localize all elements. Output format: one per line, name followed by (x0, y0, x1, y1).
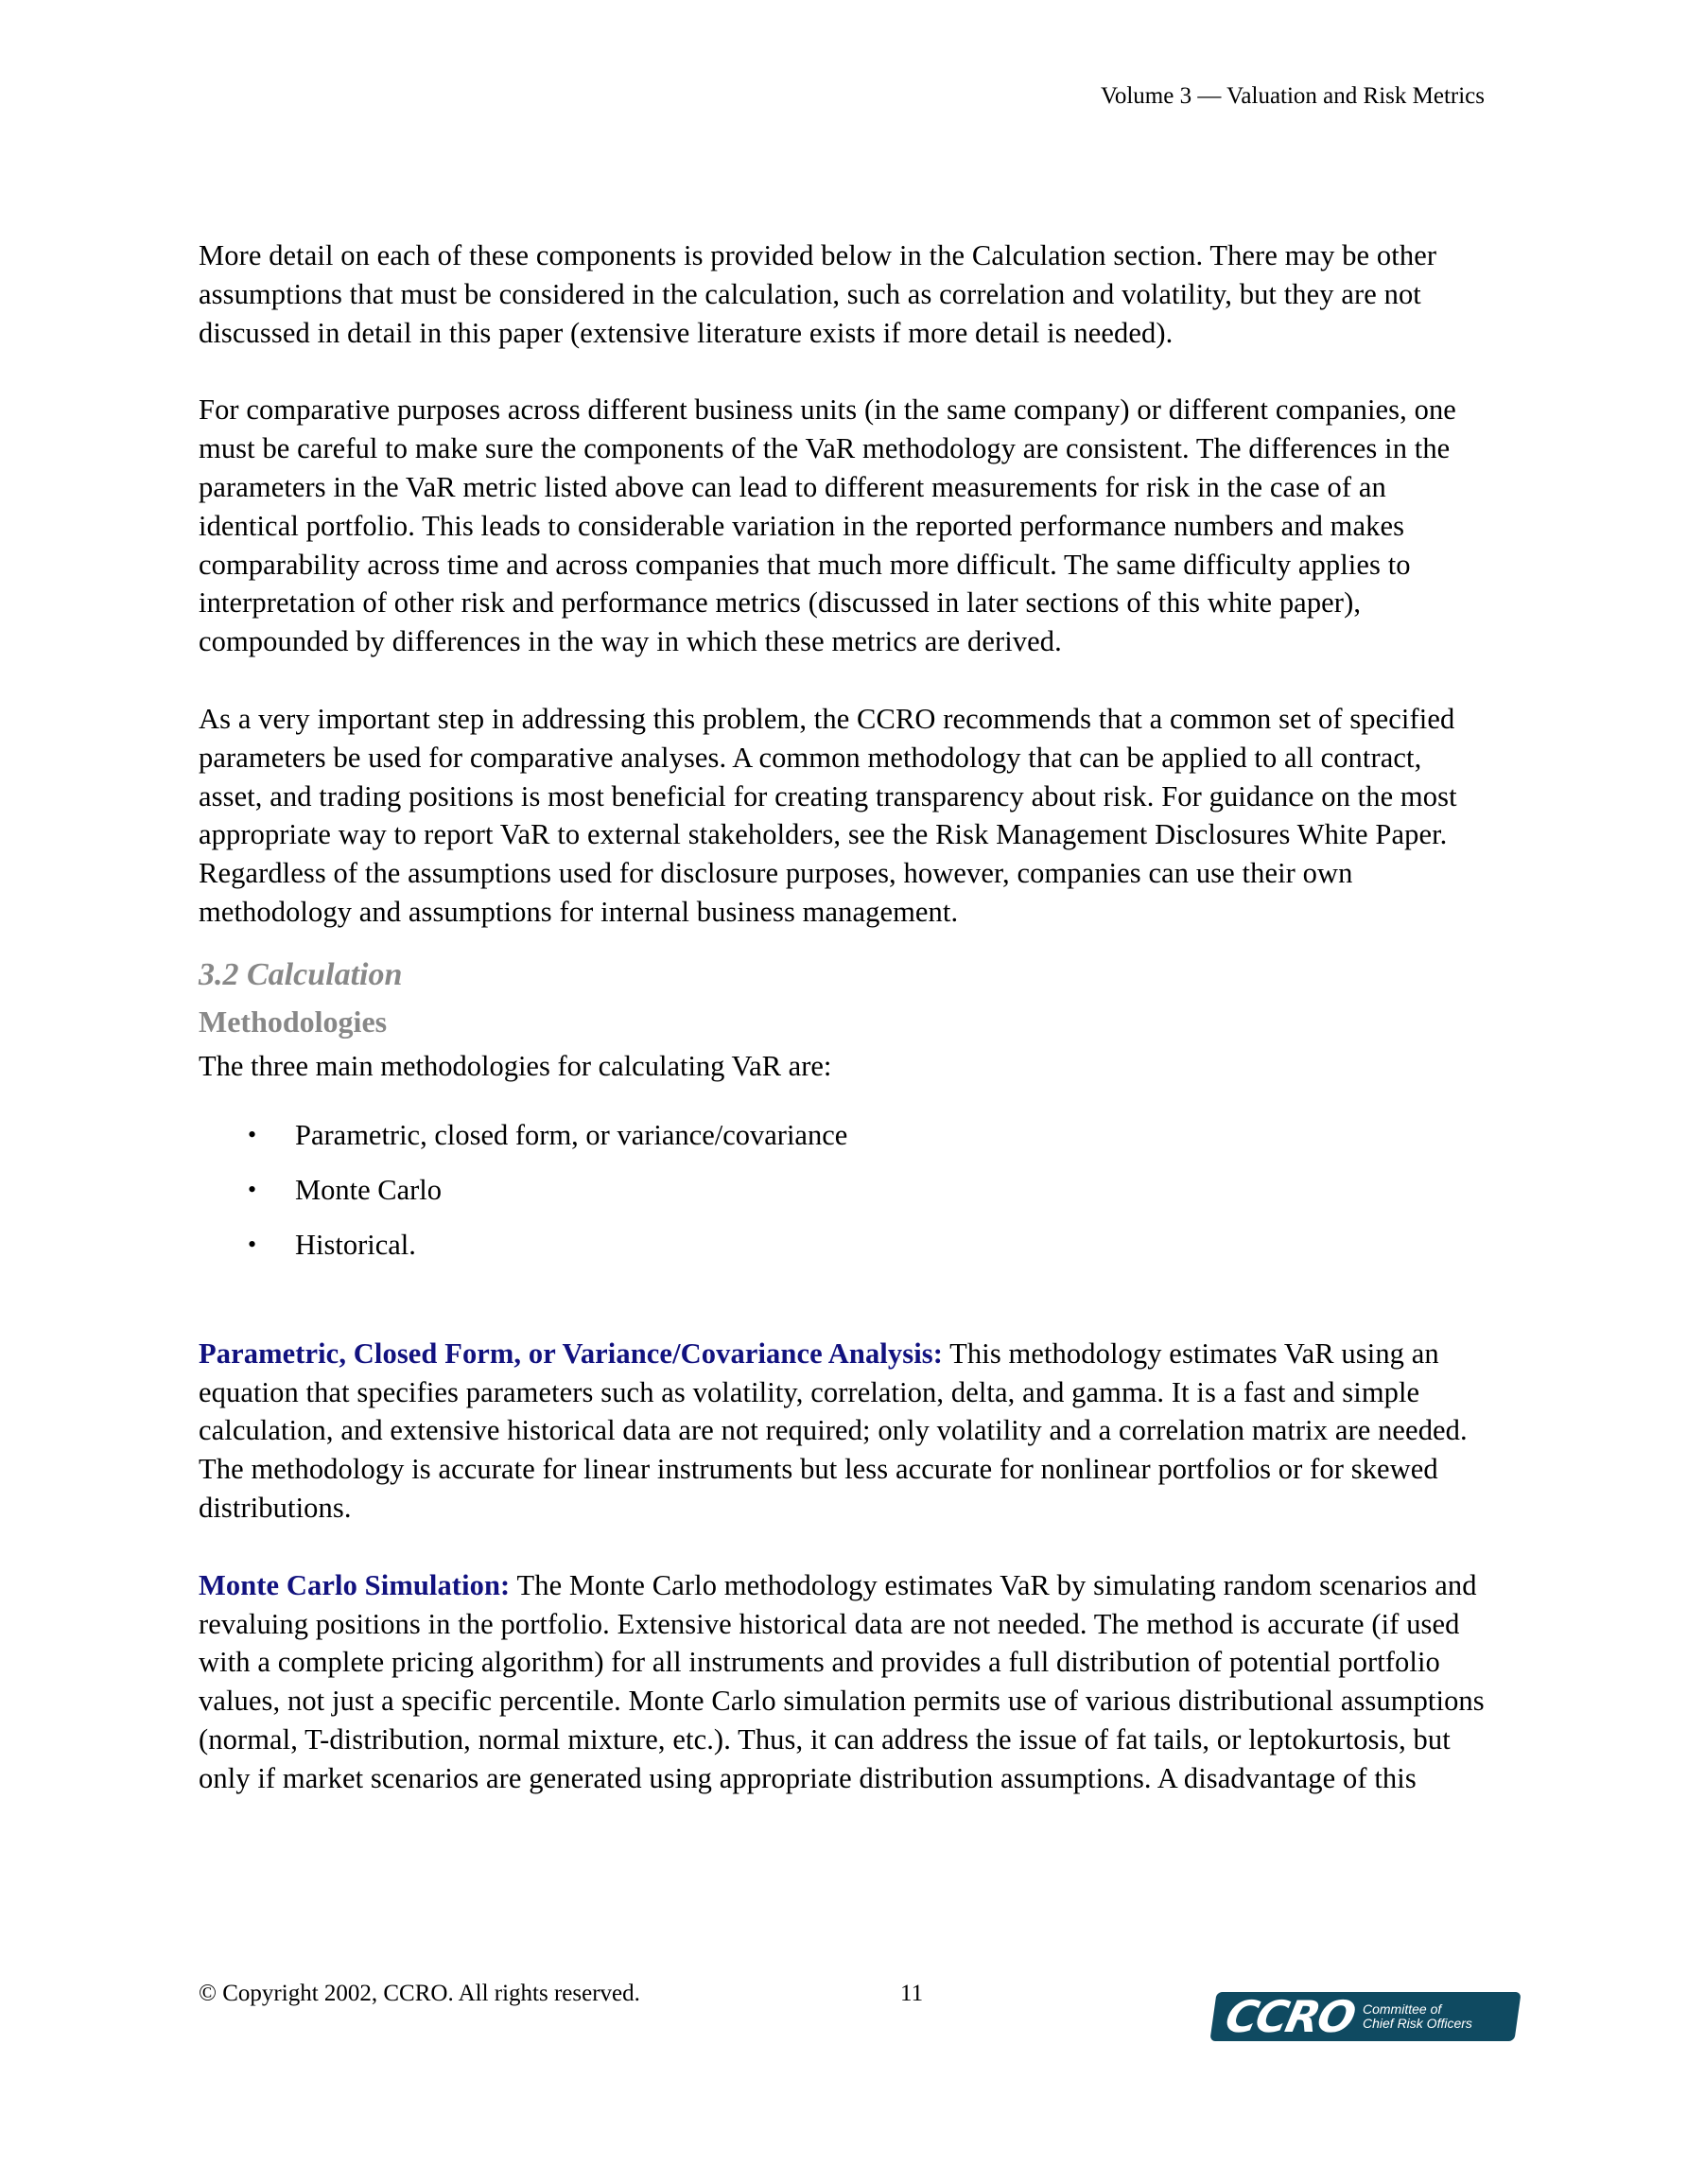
methods-intro: The three main methodologies for calculating VaR are: (199, 1049, 832, 1082)
page-body (199, 236, 1485, 1837)
copyright-notice: © Copyright 2002, CCRO. All rights reserved. (199, 1981, 640, 2006)
logo-tagline (1363, 2002, 1472, 2031)
list-item-label: Monte Carlo (295, 1173, 443, 1206)
list-item (199, 1217, 1485, 1272)
list-item (199, 1108, 1485, 1162)
page-number: 11 (900, 1981, 924, 2006)
list-item-label: Historical. (295, 1228, 416, 1261)
logo-mark: CCRO (1221, 1991, 1359, 2042)
paragraph-comparability: For comparative purposes across different business units (in the same company) or different companies, one must be careful to make sure the components of the VaR methodology are consistent. The differences in the parameters in the VaR metric listed above can lead to different measurements for risk in the case of an identical portfolio. This leads to considerable variation in the reported performance numbers and makes comparability across time and across companies that much more difficult. The same difficulty applies to interpretation of other risk and performance metrics (discussed in later sections of this white paper), compounded by differences in the way in which these metrics are derived. (199, 393, 1456, 658)
bullet-icon: • (248, 1230, 257, 1258)
ccro-logo (1209, 1992, 1521, 2041)
section-heading: 3.2 Calculation (199, 956, 403, 992)
definition-text: The Monte Carlo methodology estimates VaR by simulating random scenarios and revaluing positions in the portfolio. Extensive historical data are not needed. The method is accurate (if used with a complete pricing algorithm) for all instruments and provides a full distribution of potential portfolio values, not just a specific percentile. Monte Carlo simulation permits use of various distributional assumptions (normal, T-distribution, normal mixture, etc.). Thus, it can address the issue of fat tails, or leptokurtosis, but only if market scenarios are generated using appropriate distribution assumptions. A disadvantage of this (199, 1568, 1485, 1794)
bullet-icon: • (248, 1120, 257, 1148)
definition-parametric (199, 1335, 1485, 1528)
list-item-label: Parametric, closed form, or variance/covariance (295, 1118, 848, 1151)
running-header: Volume 3 — Valuation and Risk Metrics (1101, 83, 1485, 109)
list-item (199, 1162, 1485, 1217)
paragraph-components: More detail on each of these components is provided below in the Calculation section. There may be other assumptions that must be considered in the calculation, such as correlation and volatility, but they are not discussed in detail in this paper (extensive literature exists if more detail is needed). (199, 239, 1437, 349)
definition-monte-carlo (199, 1566, 1485, 1798)
methods-list (199, 1108, 1485, 1272)
paragraph-recommendation: As a very important step in addressing this problem, the CCRO recommends that a common set of specified parameters be used for comparative analyses. A common methodology that can be applied to all contract, asset, and trading positions is most beneficial for creating transparency about risk. For guidance on the most appropriate way to report VaR to external stakeholders, see the Risk Management Disclosures White Paper. Regardless of the assumptions used for disclosure purposes, however, companies can use their own methodology and assumptions for internal business management. (199, 702, 1457, 928)
subsection-heading: Methodologies (199, 1004, 388, 1039)
logo-tagline-line2: Chief Risk Officers (1363, 2016, 1472, 2031)
logo-tagline-line1: Committee of (1363, 2001, 1442, 2017)
bullet-icon: • (248, 1175, 257, 1203)
definition-text: This methodology estimates VaR using an equation that specifies parameters such as volatility, correlation, delta, and gamma. It is a fast and simple calculation, and extensive historical data are not required; only volatility and a correlation matrix are needed. The methodology is accurate for linear instruments but less accurate for nonlinear portfolios or for skewed distributions. (199, 1337, 1468, 1524)
definition-term: Parametric, Closed Form, or Variance/Covariance Analysis: (199, 1337, 943, 1370)
definition-term: Monte Carlo Simulation: (199, 1568, 511, 1601)
